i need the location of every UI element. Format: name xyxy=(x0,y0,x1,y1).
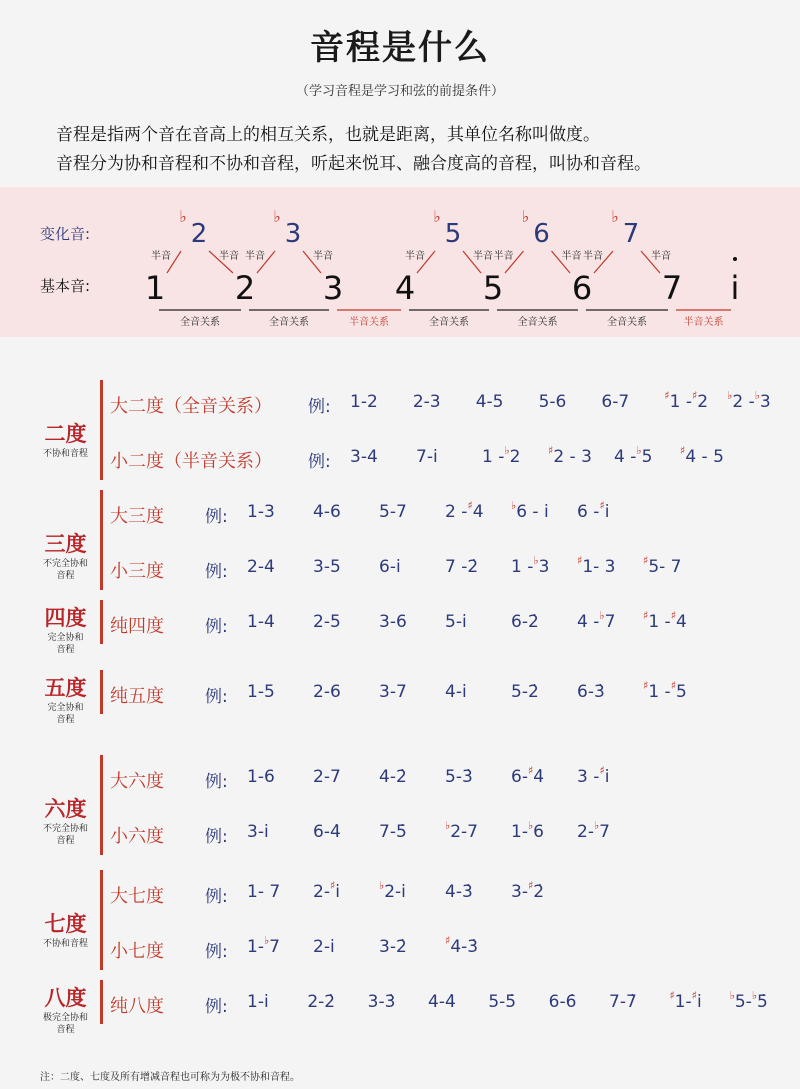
interval-example: 4-i xyxy=(445,682,467,702)
half-step-right-1: 半音 xyxy=(219,251,239,262)
interval-example: 1- 7 xyxy=(247,882,281,902)
interval-example: 5-6 xyxy=(538,392,567,412)
interval-name-7: 八度 xyxy=(44,986,87,1010)
sub-interval-name: 小七度 xyxy=(110,941,164,962)
basic-note-4: 4 xyxy=(394,269,416,307)
interval-example: 6-♯4̇ xyxy=(511,764,545,787)
interval-example: 4 -♭5 xyxy=(614,444,653,467)
interval-example: 7-7̇ xyxy=(609,992,637,1012)
interval-type-4-1: 完全协和 xyxy=(47,703,84,713)
sub-interval-name: 小二度（半音关系） xyxy=(110,451,272,472)
interval-example: 2-i xyxy=(313,937,335,957)
interval-example: 1-♭6 xyxy=(511,819,544,842)
half-step-right-3: 半音 xyxy=(473,251,493,262)
interval-example: 3-♯2̇ xyxy=(511,879,545,902)
interval-example: 6 -♯i xyxy=(577,499,610,522)
example-label: 例: xyxy=(308,452,331,472)
relation-label-5: 全音关系 xyxy=(517,317,558,328)
interval-example: 1-♭7 xyxy=(247,934,280,957)
interval-example: ♯1-♯i xyxy=(669,989,702,1012)
relation-label-7: 半音关系 xyxy=(683,317,724,328)
interval-name-6: 七度 xyxy=(44,911,87,936)
interval-bracket-2 xyxy=(100,490,107,590)
interval-example: 2-2̇ xyxy=(307,992,336,1012)
interval-name-5: 六度 xyxy=(44,796,87,821)
relation-label-6: 全音关系 xyxy=(607,317,647,328)
interval-example: 3-3̇ xyxy=(367,992,396,1012)
interval-bracket-3 xyxy=(100,600,107,644)
octave-dot xyxy=(733,257,737,261)
relation-label-3: 半音关系 xyxy=(349,317,389,328)
interval-example: 2 -♯4 xyxy=(445,499,484,522)
interval-example: ♯4-3̇ xyxy=(445,934,479,957)
basic-note-8: i xyxy=(730,269,740,307)
interval-example: ♭2 -♭3 xyxy=(727,389,771,412)
interval-example: ♯5- 7 xyxy=(643,554,682,577)
example-label: 例: xyxy=(205,827,228,847)
interval-name-2: 三度 xyxy=(44,531,87,556)
interval-example: 7-5̇ xyxy=(379,822,407,842)
interval-example: 2-4 xyxy=(247,557,275,577)
interval-name-4: 五度 xyxy=(44,676,87,700)
example-label: 例: xyxy=(205,562,228,582)
interval-example: 1 -♭3 xyxy=(511,554,550,577)
interval-type-5-2: 音程 xyxy=(56,835,75,846)
interval-example: 1 -♭2 xyxy=(482,444,521,467)
interval-type-3-2: 音程 xyxy=(56,645,75,655)
interval-bracket-5 xyxy=(100,755,107,855)
sub-interval-name: 大二度（全音关系） xyxy=(110,396,272,417)
basic-label: 基本音: xyxy=(40,277,91,295)
interval-example: 2-3 xyxy=(412,392,441,412)
interval-example: ♯2 - 3 xyxy=(548,444,592,467)
relation-label-2: 全音关系 xyxy=(269,317,309,328)
interval-type-1-1: 不协和音程 xyxy=(42,448,88,459)
interval-type-3-1: 完全协和 xyxy=(47,633,84,643)
sub-interval-name: 纯五度 xyxy=(110,686,164,707)
interval-example: 1-i xyxy=(247,992,269,1012)
sub-interval-name: 纯四度 xyxy=(110,616,164,637)
interval-example: ♯1 -♯2 xyxy=(664,389,709,412)
sub-interval-name: 小三度 xyxy=(110,561,164,582)
altered-label: 变化音: xyxy=(40,225,91,243)
interval-example: 6-7 xyxy=(601,392,630,412)
interval-type-7-2: 音程 xyxy=(56,1025,75,1035)
sub-interval-name: 大六度 xyxy=(110,771,164,792)
example-label: 例: xyxy=(205,687,228,707)
relation-label-1: 全音关系 xyxy=(180,317,220,328)
interval-example: ♭6 - i xyxy=(511,499,549,522)
interval-example: 4 -♭7 xyxy=(577,609,616,632)
interval-example: 5-7 xyxy=(379,502,407,522)
interval-bracket-1 xyxy=(100,380,107,480)
altered-note-5: 7 xyxy=(622,219,640,249)
sub-interval-name: 纯八度 xyxy=(110,996,164,1017)
example-label: 例: xyxy=(205,772,228,792)
altered-flat-5: ♭ xyxy=(611,207,619,226)
interval-example: 1-2 xyxy=(350,392,378,412)
basic-note-7: 7 xyxy=(661,269,683,307)
interval-example: 3-i xyxy=(247,822,269,842)
interval-type-4-2: 音程 xyxy=(56,715,75,725)
interval-example: 3-4 xyxy=(350,447,378,467)
interval-example: 4-5 xyxy=(475,392,504,412)
interval-example: 4-4̇ xyxy=(428,992,456,1012)
interval-example: 3-6 xyxy=(379,612,407,632)
interval-example: 6-i xyxy=(379,557,401,577)
example-label: 例: xyxy=(205,887,228,907)
interval-example: ♯1 -♯5 xyxy=(643,679,687,702)
interval-example: ♭2-i xyxy=(379,879,406,902)
interval-example: 6-4̇ xyxy=(313,822,341,842)
interval-example: 7 -2̇ xyxy=(445,557,479,577)
interval-example: 4-3̇ xyxy=(445,882,473,902)
altered-note-2: 3 xyxy=(284,219,302,249)
half-step-right-5: 半音 xyxy=(651,251,671,262)
half-step-left-2: 半音 xyxy=(245,251,265,262)
interval-example: 3-5 xyxy=(313,557,341,577)
interval-bracket-7 xyxy=(100,980,107,1024)
basic-note-1: 1 xyxy=(144,269,166,307)
interval-type-7-1: 极完全协和 xyxy=(42,1013,88,1023)
interval-example: 2-5 xyxy=(313,612,341,632)
interval-example: 5-2̇ xyxy=(511,682,539,702)
interval-example: 5-5̇ xyxy=(488,992,517,1012)
interval-type-2-2: 音程 xyxy=(56,570,75,581)
interval-example: 2-♭7 xyxy=(577,819,610,842)
interval-bracket-4 xyxy=(100,670,107,714)
footnote: 注：二度、七度及所有增减音程也可称为为极不协和音程。 xyxy=(40,1072,300,1083)
interval-example: 5-i xyxy=(445,612,467,632)
interval-example: 2-6 xyxy=(313,682,341,702)
interval-example: 2-7 xyxy=(313,767,341,787)
basic-note-2: 2 xyxy=(234,269,256,307)
note-relation-diagram xyxy=(0,187,800,337)
interval-example: 1-6 xyxy=(247,767,275,787)
diagram-canvas xyxy=(0,187,800,337)
interval-example: 3 -♯i xyxy=(577,764,610,787)
interval-example: 7-i xyxy=(416,447,438,467)
altered-flat-2: ♭ xyxy=(273,207,281,226)
interval-example: 1-3 xyxy=(247,502,275,522)
interval-example: 4-2̇ xyxy=(379,767,407,787)
basic-note-3: 3 xyxy=(322,269,344,307)
interval-example: 1-4 xyxy=(247,612,275,632)
interval-name-3: 四度 xyxy=(44,606,87,630)
half-step-right-4: 半音 xyxy=(561,251,582,262)
sub-interval-name: 大三度 xyxy=(110,506,164,527)
half-step-left-1: 半音 xyxy=(151,251,171,262)
half-step-left-3: 半音 xyxy=(405,251,425,262)
interval-example: ♭5-♭5̇ xyxy=(729,989,768,1012)
interval-example: 1-5 xyxy=(247,682,275,702)
interval-table xyxy=(0,360,800,1060)
example-label: 例: xyxy=(308,397,331,417)
page-title: 音程是什么 xyxy=(310,28,490,68)
interval-example: ♯1 -♯4 xyxy=(643,609,687,632)
intro-line-1: 音程是指两个音在音高上的相互关系，也就是距离，其单位名称叫做度。 xyxy=(56,125,600,145)
sub-interval-name: 大七度 xyxy=(110,886,164,907)
half-step-right-2: 半音 xyxy=(313,251,333,262)
interval-example: ♭2-7 xyxy=(445,819,478,842)
interval-type-5-1: 不完全协和 xyxy=(42,823,88,834)
altered-note-1: 2 xyxy=(190,219,208,249)
interval-example: ♯1- 3 xyxy=(577,554,616,577)
interval-type-2-1: 不完全协和 xyxy=(42,558,88,569)
interval-example: 2-♯i xyxy=(313,879,341,902)
relation-label-4: 全音关系 xyxy=(429,317,469,328)
sub-interval-name: 小六度 xyxy=(110,826,164,847)
interval-example: 3-2̇ xyxy=(379,937,407,957)
altered-note-3: 5 xyxy=(444,219,462,249)
example-label: 例: xyxy=(205,507,228,527)
interval-example: 5-3̇ xyxy=(445,767,473,787)
interval-example: ♯4 - 5 xyxy=(680,444,724,467)
half-step-left-4: 半音 xyxy=(493,251,514,262)
example-label: 例: xyxy=(205,942,228,962)
basic-note-5: 5 xyxy=(482,269,504,307)
basic-note-6: 6 xyxy=(571,269,593,307)
interval-example: 6-2̇ xyxy=(511,612,539,632)
altered-flat-4: ♭ xyxy=(521,207,530,226)
page-subtitle: （学习音程是学习和弦的前提条件） xyxy=(295,84,504,99)
interval-example: 3-7 xyxy=(379,682,407,702)
example-label: 例: xyxy=(205,617,228,637)
altered-flat-3: ♭ xyxy=(433,207,441,226)
interval-example: 6-3̇ xyxy=(577,682,605,702)
interval-example: 4-6 xyxy=(313,502,341,522)
example-label: 例: xyxy=(205,997,228,1017)
intro-line-2: 音程分为协和音程和不协和音程，听起来悦耳、融合度高的音程，叫协和音程。 xyxy=(56,154,651,174)
altered-note-4: 6 xyxy=(533,219,550,249)
interval-type-6-1: 不协和音程 xyxy=(42,938,88,949)
interval-bracket-6 xyxy=(100,870,107,970)
half-step-left-5: 半音 xyxy=(583,251,603,262)
interval-name-1: 二度 xyxy=(44,421,87,446)
altered-flat-1: ♭ xyxy=(179,207,187,226)
interval-example: 6-6̇ xyxy=(548,992,577,1012)
